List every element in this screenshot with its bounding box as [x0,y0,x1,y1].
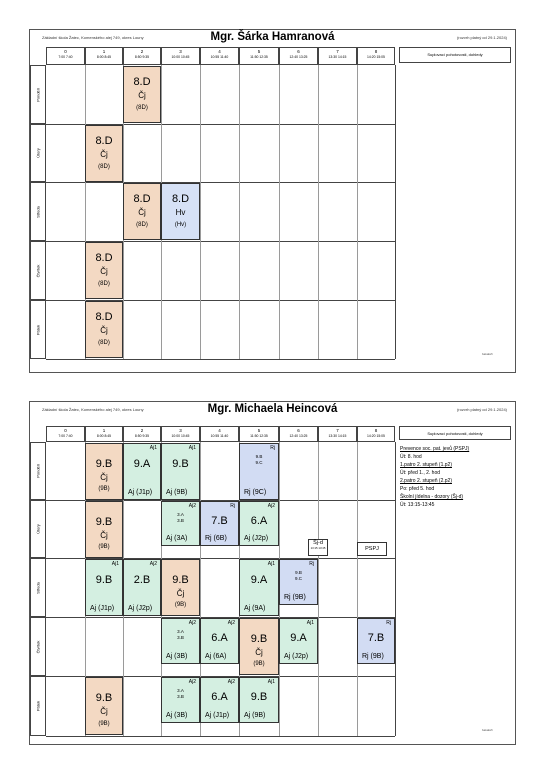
lesson-card[interactable]: Aj2 3.A 3.B Aj (3B) [161,618,200,664]
period-header: 7 13:30 14:15 [318,47,357,65]
grid-line [279,65,280,359]
note-line: Prevence soc. pat. jevů (PSPJ) [400,446,470,452]
day-label: Středa [30,558,46,617]
validity-note: (rozvrh platný od 29.1.2024) [456,407,507,412]
lesson-card[interactable]: Aj2 6.A Aj (J1p) [200,677,239,723]
day-label: Pátek [30,300,46,359]
lesson-card[interactable]: Aj2 6.A Aj (J2p) [239,501,279,546]
lesson-card[interactable]: Rj 7.B Rj (6B) [200,501,239,546]
grid-line [318,442,319,736]
period-header: 1 8:00 8:45 [85,47,123,65]
extra-duties-header: Suplovací pohotovosti, dohledy [399,426,511,440]
timetable-sheet-heincova [29,401,516,745]
grid-line [395,65,396,359]
grid-line [395,442,396,736]
day-label: Pondělí [30,442,46,500]
period-header: 6 12:40 13:25 [279,47,318,65]
grid-line [357,65,358,359]
period-header: 8 14:20 15:05 [357,426,395,442]
timetable-sheet-hamranova [29,29,516,373]
day-label: Úterý [30,124,46,182]
grid-line [46,359,395,360]
lesson-card[interactable]: Aj2 2.B Aj (J2p) [123,559,161,616]
day-label: Pondělí [30,65,46,124]
period-header: 2 8:50 9:35 [123,426,161,442]
bakalari-logo: bakaláři [482,352,493,356]
lesson-card[interactable]: 9.B Čj (9B) [161,559,200,616]
day-label: Pátek [30,676,46,736]
period-header: 3 10:00 10:45 [161,426,200,442]
lesson-card[interactable]: Aj1 9.B Aj (9B) [239,677,279,723]
day-label: Čtvrtek [30,241,46,300]
lesson-card[interactable]: Aj1 9.A Aj (J2p) [279,618,318,664]
teacher-name: Mgr. Michaela Heincová [207,403,338,415]
lesson-card[interactable]: 8.D Hv (Hv) [161,183,200,240]
note-line: Po: před 5. hod [400,486,435,492]
lesson-card[interactable]: 8.D Čj (8D) [85,125,123,182]
note-line: 1.patro 2. stupeň (1.p2) [400,462,452,468]
lesson-card[interactable]: Aj1 9.A Aj (9A) [239,559,279,616]
lesson-card[interactable]: Rj 7.B Rj (9B) [357,618,395,664]
period-header: 8 14:20 15:05 [357,47,395,65]
grid-line [357,442,358,736]
lesson-card[interactable]: 9.B Čj (9B) [85,443,123,500]
grid-line [318,65,319,359]
lesson-card[interactable]: 8.D Čj (8D) [85,242,123,299]
lesson-card[interactable]: 8.D Čj (8D) [123,66,161,123]
grid-line [46,182,395,183]
period-header: 0 7:00 7:40 [46,426,85,442]
lesson-card[interactable]: Aj2 3.A 3.B Aj (3B) [161,677,200,723]
period-header: 0 7:00 7:40 [46,47,85,65]
lesson-card[interactable]: 9.B Čj (9B) [85,677,123,735]
note-line: Školní jídelna - dozory (Šj-d) [400,494,464,500]
lesson-card[interactable]: Aj1 9.B Aj (9B) [161,443,200,500]
duty-box[interactable]: Šj-d 13:15 13:45 [308,539,328,556]
grid-line [46,736,395,737]
period-header: 1 8:00 8:45 [85,426,123,442]
note-line: Út: před 1., 2. hod [400,470,441,476]
lesson-card[interactable]: Aj1 9.B Aj (J1p) [85,559,123,616]
school-name: Základní škola Žatec, Komenského alej 749, okres Louny [42,407,144,412]
period-header: 2 8:50 9:35 [123,47,161,65]
period-header: 3 10:00 10:45 [161,47,200,65]
lesson-card[interactable]: Aj1 9.A Aj (J1p) [123,443,161,500]
bakalari-logo: bakaláři [482,728,493,732]
teacher-name: Mgr. Šárka Hamranová [210,31,335,43]
lesson-card[interactable]: 8.D Čj (8D) [85,301,123,358]
lesson-card[interactable]: Aj2 6.A Aj (6A) [200,618,239,664]
lesson-card[interactable]: Rj 9.B 9.C Rj (9C) [239,443,279,500]
extra-duties-header: Suplovací pohotovosti, dohledy [399,47,511,63]
period-header: 7 13:30 14:15 [318,426,357,442]
note-line: 2.patro 2. stupeň (2.p2) [400,478,452,484]
lesson-card[interactable]: 9.B Čj (9B) [239,618,279,675]
day-label: Úterý [30,500,46,558]
grid-line [200,65,201,359]
lesson-card[interactable]: 8.D Čj (8D) [123,183,161,240]
period-header: 6 12:40 13:25 [279,426,318,442]
note-line: Út: 8. hod [400,454,422,460]
day-label: Čtvrtek [30,617,46,676]
grid-line [239,65,240,359]
validity-note: (rozvrh platný od 29.1.2024) [456,35,507,40]
period-header: 5 11:50 12:35 [239,47,279,65]
lesson-card[interactable]: Aj2 3.A 3.B Aj (3A) [161,501,200,546]
day-label: Středa [30,182,46,241]
school-name: Základní škola Žatec, Komenského alej 749, okres Louny [42,35,144,40]
lesson-card[interactable]: 9.B Čj (9B) [85,501,123,558]
duty-notes [400,445,512,509]
period-header: 4 10:55 11:40 [200,47,239,65]
period-header: 4 10:55 11:40 [200,426,239,442]
note-line: Út: 13:15-13:45 [400,502,435,508]
lesson-card[interactable]: Rj 9.B 9.C Rj (9B) [279,559,318,605]
period-header: 5 11:50 12:35 [239,426,279,442]
duty-box[interactable]: PSPJ [357,542,387,556]
